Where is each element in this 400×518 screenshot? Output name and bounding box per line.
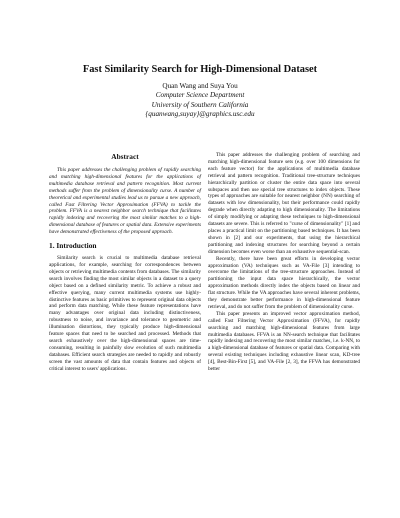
body-paragraph: This paper addresses the challenging problem of searching and matching high-dimensional feature sets (e.g. over 100 dimensions for each feature vector) for the applications of multimedia database retrieval and pattern recognition. Traditional tree-structure techniques hierarchically partition or cluster the entire data space into several subspaces and then use special tree structures to index objects. These types of approaches are suitable for nearest neighbor (NN) searching of datasets with low dimensionality, but their performance could rapidly degrade when directly adapting to high dimensionality. The limitations of simply modifying or adapting these techniques to high-dimensional datasets are severe. This is referred to "curse of dimensionality" [1] and places a practical limit on the partitioning based techniques. It has been shown in [2] and our experiments, that using the hierarchical partitioning and indexing structures for searching beyond a certain dimension becomes even worse than an exhaustive sequential-scan. (208, 152, 360, 255)
paper-title: Fast Similarity Search for High-Dimensional Dataset (82, 64, 318, 75)
body-paragraph: Recently, there have been great efforts in developing vector approximation (VA) techniques such as VA-File [3] intending to overcome the limitations of the tree-structure approaches. Instead of partitioning the input data space hierarchically, the vector approximation methods directly index the objects based on linear and flat structure. While the VA approaches have several inherent problems, they demonstrate better performance in high-dimensional feature retrieval, and do not suffer from the problem of dimensionality curse. (208, 255, 360, 310)
author-emails: {quanwang,suyay}@graphics.usc.edu (145, 109, 255, 118)
author-department: Computer Science Department (155, 91, 245, 100)
right-column (208, 152, 360, 373)
author-names: Quan Wang and Suya You (162, 82, 238, 90)
abstract-text: This paper addresses the challenging problem of rapidly searching and matching high-dimensional features for the applications of multimedia database retrieval and pattern recognition. Most current methods suffer from the problem of dimensionality curse. A number of theoretical and experimental studies lead us to pursue a new approach, called Fast Filtering Vector Approximation (FFVA) to tackle the problem. FFVA is a nearest neighbor search technique that facilitates rapidly indexing and recovering the most similar matches to a high-dimensional database of features or spatial data. Extensive experiments have demonstrated effectiveness of the proposed approach. (49, 167, 201, 236)
author-block (0, 82, 400, 119)
author-university: University of Southern California (151, 100, 249, 109)
introduction-heading: 1. Introduction (49, 241, 97, 251)
abstract-body (49, 167, 201, 236)
body-paragraph: This paper presents an improved vector approximation method, called Fast Filtering Vector Approximation (FFVA), for rapidly searching and matching high-dimensional features from large multimedia databases. FFVA is an NN-search technique that facilitates rapidly indexing and recovering the most similar matches, i.e. k-NN, to a high-dimensional database of features or spatial data. Comparing with several existing techniques including exhaustive linear scan, KD-tree [4], Best-Bin-First [5], and VA-File [2, 3], the FFVA has demonstrated better (208, 310, 360, 373)
abstract-heading: Abstract (111, 152, 139, 161)
left-column (49, 152, 201, 372)
intro-paragraph: Similarity search is crucial to multimedia database retrieval applications, for example, searching for correspondences between objects or retrieving multimedia contents from databases. The similarity search involves finding the most similar objects in a dataset to a query object based on a defined similarity metric. To achieve a robust and effective querying, many current multimedia systems use highly-distinctive features as basic primitives to represent original data objects and perform data matching. While these feature representations have many advantages over original data including distinctiveness, robustness to noise, and invariance and tolerance to geometric and illumination distortions, they typically produce high-dimensional feature spaces that need to be searched and processed. Methods that search exhaustively over the high-dimensional spaces are time-consuming, resulting in painfully slow evolution of such multimedia databases. Efficient search strategies are needed to rapidly and robustly screen the vast amounts of data that contain features and objects of critical interest to users' applications. (49, 255, 201, 372)
